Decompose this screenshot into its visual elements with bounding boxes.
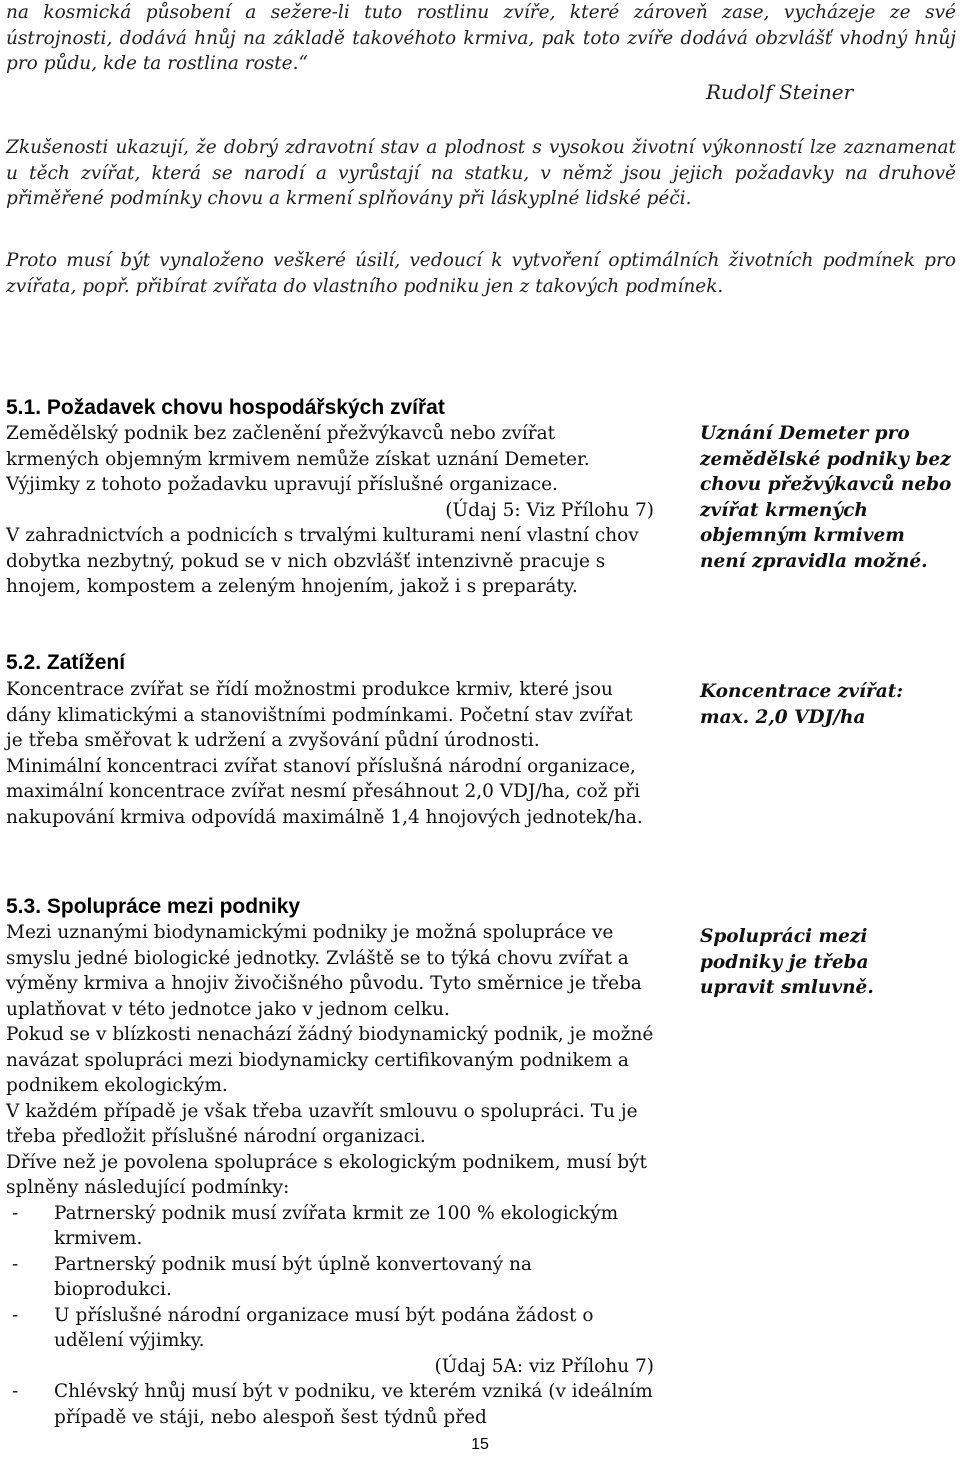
reference-note: (Údaj 5A: viz Přílohu 7) xyxy=(434,1355,654,1377)
page-number: 15 xyxy=(471,1436,489,1453)
margin-note-5-2 xyxy=(700,679,955,730)
list-item-text: Partnerský podnik musí být úplně konvertovaný na bioprodukci. xyxy=(54,1253,532,1300)
list-item-text: U příslušné národní organizace musí být podána žádost o udělení výjimky. xyxy=(54,1304,594,1351)
section-body-5-2 xyxy=(6,677,654,830)
section-body-5-1 xyxy=(6,421,654,600)
paragraph: V zahradnictvích a podnicích s trvalými kulturami není vlastní chov dobytka nezbytný, pokud se v nich obzvlášť intenzivně pracuje s hnojem, kompostem a zeleným hnojením, jakož i s preparáty. xyxy=(6,525,639,597)
list-item xyxy=(6,1252,654,1303)
list-item-text: Patrnerský podnik musí zvířata krmit ze 100 % ekologickým krmivem. xyxy=(54,1202,619,1249)
paragraph: V každém případě je však třeba uzavřít smlouvu o spolupráci. Tu je třeba předložit příslušné národní organizaci. xyxy=(6,1100,638,1147)
section-heading-5-2: 5.2. Zatížení xyxy=(6,651,126,674)
margin-note-line: Koncentrace zvířat: xyxy=(700,681,904,702)
paragraph: Mezi uznanými biodynamickými podniky je možná spolupráce ve smyslu jedné biologické jednotky. Zvláště se to týká chovu zvířat a výměny krmiva a hnojiv živočišného původu. Tyto směrnice je třeba uplatňovat v této jednotce jako v jednom celku. xyxy=(6,922,642,1020)
paragraph: Minimální koncentraci zvířat stanoví příslušná národní organizace, maximální koncentrace zvířat nesmí přesáhnout 2,0 VDJ/ha, což při nakupování krmiva odpovídá maximálně 1,4 hnojových jednotek/ha. xyxy=(6,755,643,828)
quote-author: Rudolf Steiner xyxy=(706,80,854,104)
section-heading-5-3: 5.3. Spolupráce mezi podniky xyxy=(6,895,301,918)
paragraph: Koncentrace zvířat se řídí možnostmi produkce krmiv, které jsou dány klimatickými a stanovištními podmínkami. Početní stav zvířat je třeba směřovat k udržení a zvyšování půdní úrodnosti. xyxy=(6,679,633,751)
list-item-text: Chlévský hnůj musí být v podniku, ve kterém vzniká (v ideálním případě ve stáji, nebo alespoň šest týdnů před xyxy=(54,1381,653,1428)
list-dash: - xyxy=(12,1304,19,1326)
margin-note-5-3: Spolupráci mezi podniky je třeba upravit smluvně. xyxy=(700,926,874,998)
intro-paragraph-1: Zkušenosti ukazují, že dobrý zdravotní stav a plodnost s vysokou životní výkonností lze zaznamenat u těch zvířat, která se narodí a vyrůstají na statku, v němž jsou jejich požadavky na druhově přiměřené podmínky chovu a krmení splňovány při láskyplné lidské péči. xyxy=(6,137,956,209)
paragraph: Pokud se v blízkosti nenachází žádný biodynamický podnik, je možné navázat spolupráci mezi biodynamicky certifikovaným podnikem a podnikem ekologickým. xyxy=(6,1024,654,1096)
list-item xyxy=(6,1201,654,1252)
paragraph: Dříve než je povolena spolupráce s ekologickým podnikem, musí být splněny následující podmínky: xyxy=(6,1151,647,1198)
paragraph: Zemědělský podnik bez začlenění přežvýkavců nebo zvířat krmených objemným krmivem nemůže získat uznání Demeter. Výjimky z tohoto požadavku upravují příslušné organizace. xyxy=(6,423,590,495)
section-heading-5-1: 5.1. Požadavek chovu hospodářských zvířat xyxy=(6,396,445,419)
reference-note: (Údaj 5: Viz Přílohu 7) xyxy=(445,499,654,521)
quote-text: na kosmická působení a sežere-li tuto rostlinu zvíře, které zároveň zase, vycházeje ze své ústrojnosti, dodává hnůj na základě takovéhoto krmiva, pak toto zvíře dodává obzvlášť vhodný hnůj pro půdu, kde ta rostlina roste.“ xyxy=(6,2,956,74)
list-dash: - xyxy=(12,1381,19,1402)
margin-note-5-1: Uznání Demeter pro zemědělské podniky bez chovu přežvýkavců nebo zvířat krmených objemným krmivem není zpravidla možné. xyxy=(700,423,952,572)
list-item xyxy=(6,1303,654,1354)
list-dash: - xyxy=(12,1253,19,1275)
intro-paragraph-2: Proto musí být vynaloženo veškeré úsilí, vedoucí k vytvoření optimálních životních podmínek pro zvířata, popř. přibírat zvířata do vlastního podniku jen z takových podmínek. xyxy=(6,250,956,297)
list-dash: - xyxy=(12,1202,19,1224)
margin-note-line: max. 2,0 VDJ/ha xyxy=(700,706,866,728)
list-item xyxy=(6,1379,654,1430)
section-body-5-3 xyxy=(6,920,654,1430)
